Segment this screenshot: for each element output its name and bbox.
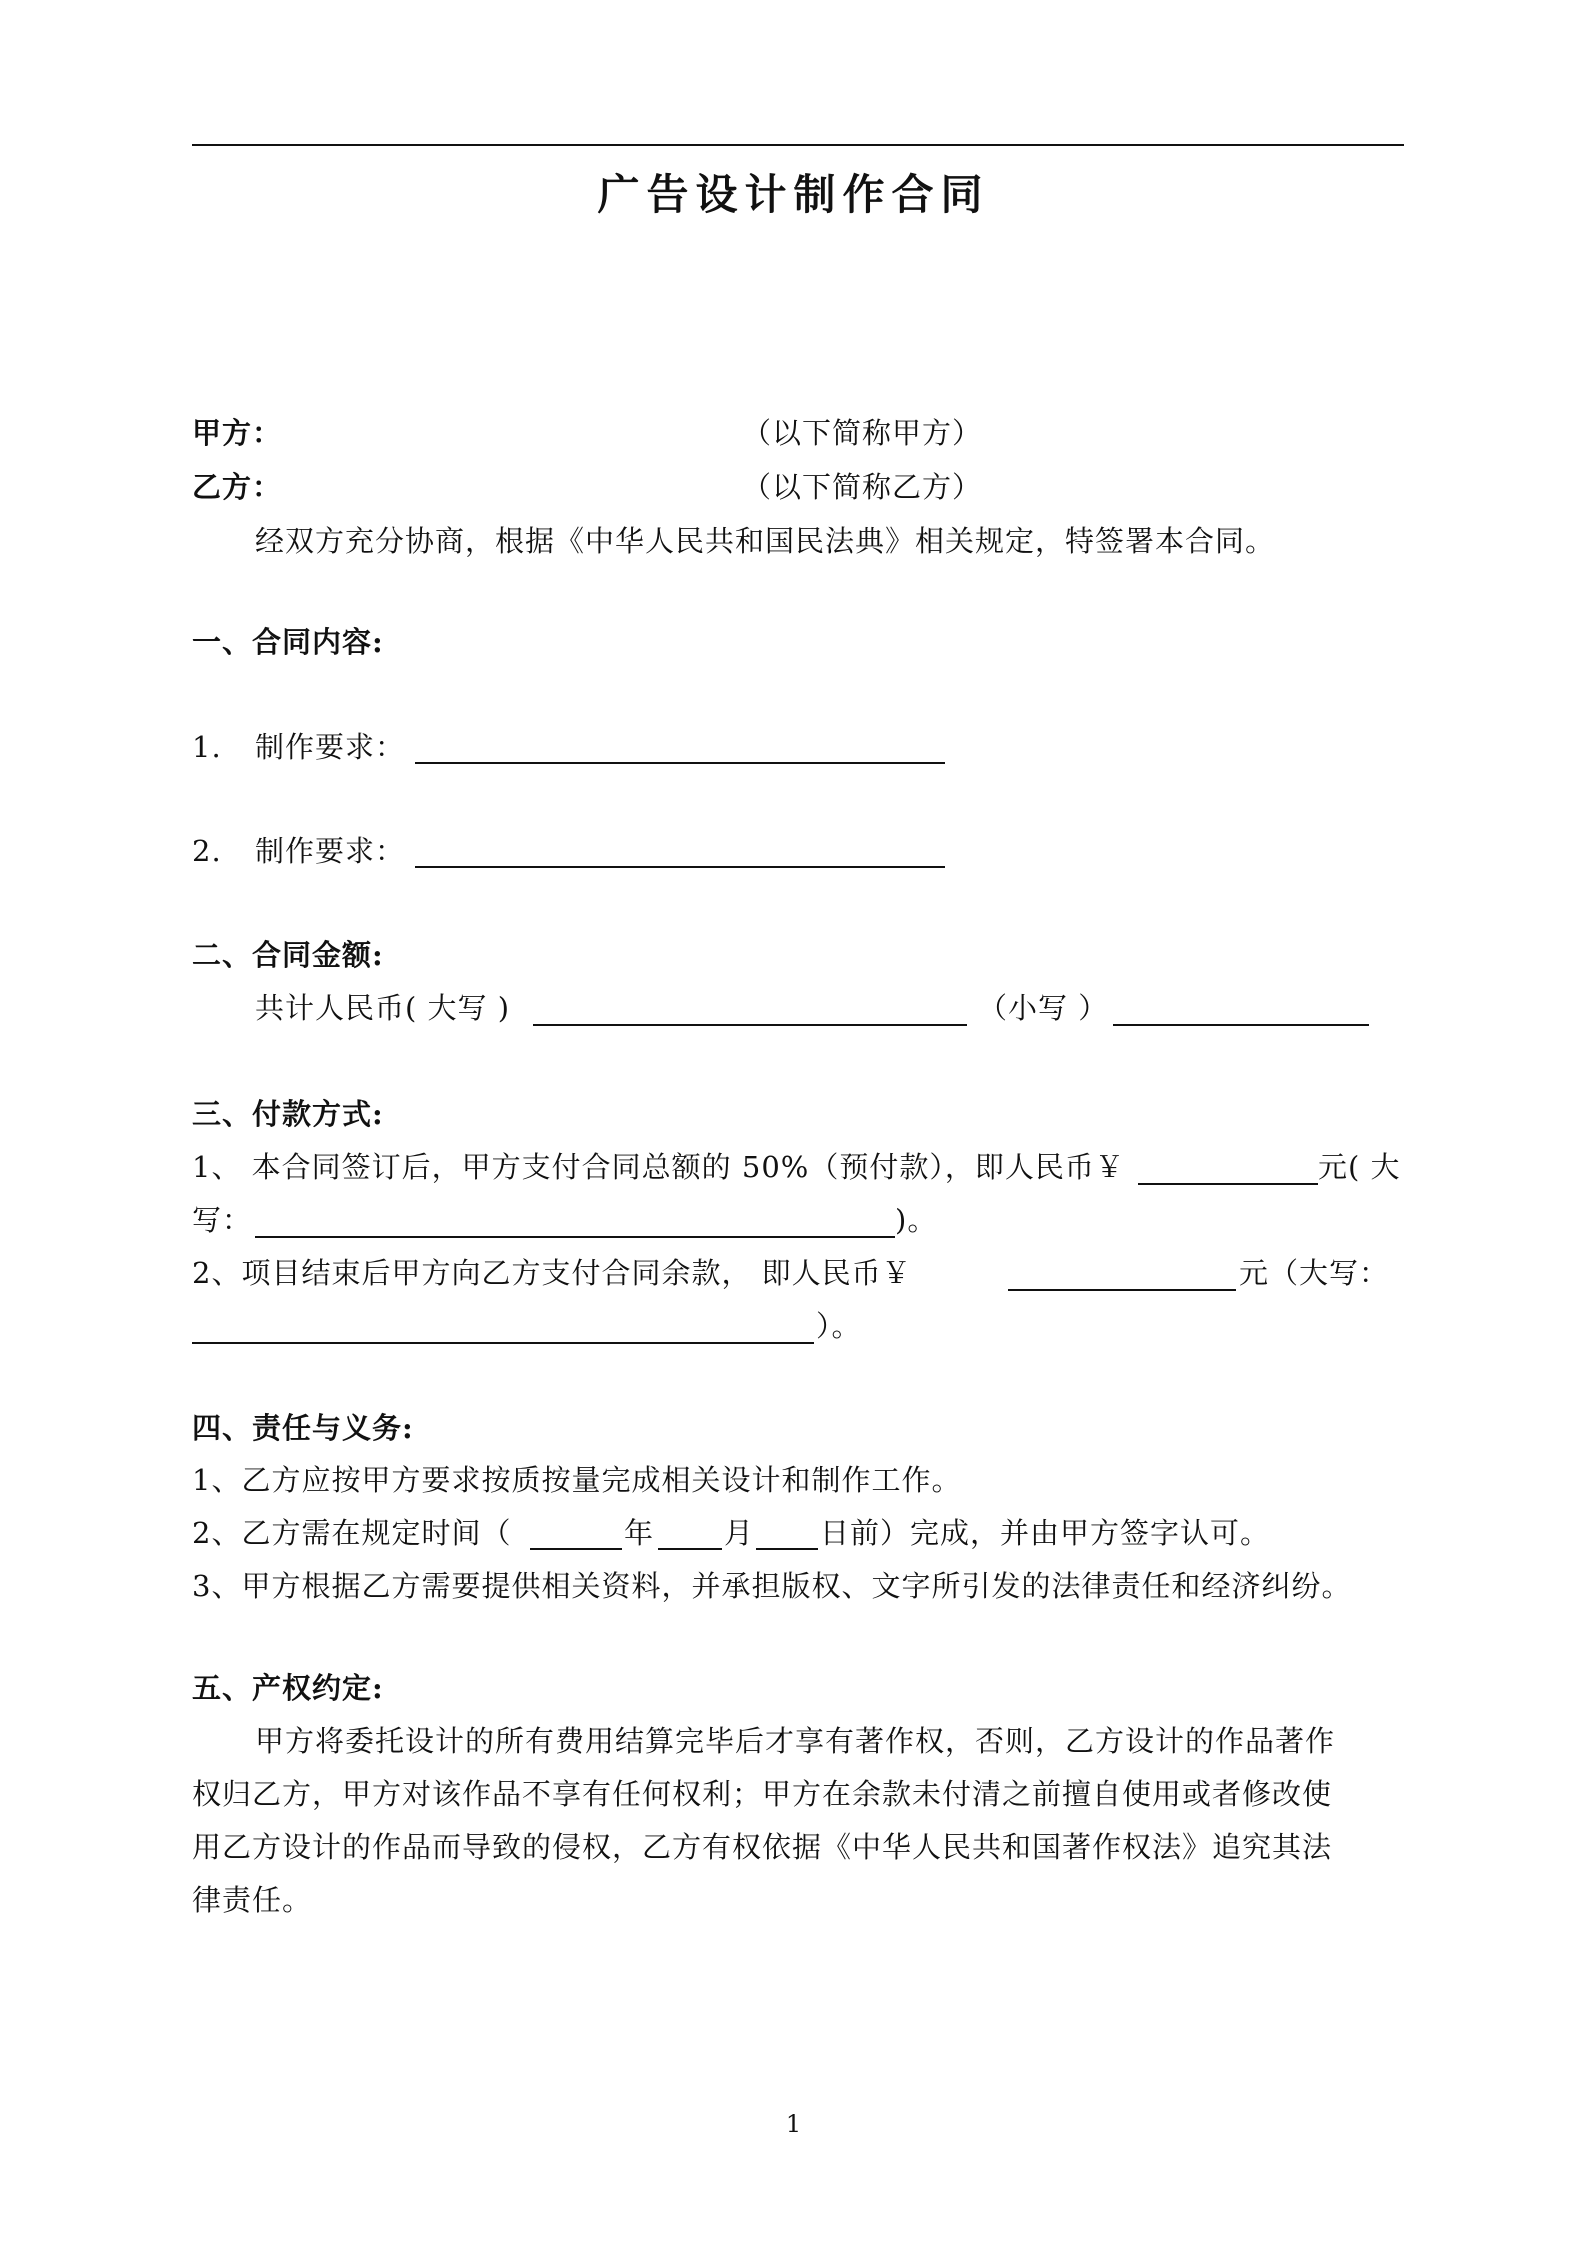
header-rule [192, 144, 1404, 146]
requirement-item-2-label: 制作要求： [255, 834, 406, 868]
payment-1-close: )。 [895, 1203, 938, 1237]
payment-2-amount-blank[interactable] [1008, 1289, 1236, 1291]
party-a-label: 甲方： [192, 416, 283, 450]
ip-line-2: 权归乙方，甲方对该作品不享有任何权利；甲方在余款未付清之前擅自使用或者修改使 [192, 1777, 1333, 1811]
duty-2-month-blank[interactable] [658, 1548, 722, 1550]
duty-2-day: 日前）完成，并由甲方签字认可。 [820, 1516, 1271, 1550]
ip-line-3: 用乙方设计的作品而导致的侵权，乙方有权依据《中华人民共和国著作权法》追究其法 [192, 1830, 1333, 1864]
section2-heading: 二、合同金额: [192, 938, 384, 972]
payment-2-uppercase-blank[interactable] [192, 1342, 814, 1344]
ip-line-4: 律责任。 [192, 1883, 313, 1917]
duty-2-text: 2、乙方需在规定时间（ [192, 1516, 512, 1550]
payment-1-text: 1、 本合同签订后，甲方支付合同总额的 50%（预付款），即人民币￥ [192, 1150, 1125, 1184]
requirement-item-1-num: 1. [192, 730, 222, 764]
party-a-note: （以下简称甲方） [742, 416, 983, 450]
section5-heading: 五、产权约定: [192, 1671, 384, 1705]
payment-2-text: 2、项目结束后甲方向乙方支付合同余款， 即人民币￥ [192, 1256, 912, 1290]
amount-uppercase-blank[interactable] [533, 1024, 967, 1026]
payment-1-uppercase-label: 写： [192, 1203, 253, 1237]
payment-2-unit: 元（大写： [1239, 1256, 1390, 1290]
section3-heading: 三、付款方式: [192, 1097, 384, 1131]
document-title: 广告设计制作合同 [597, 170, 990, 219]
payment-1-uppercase-blank[interactable] [255, 1236, 895, 1238]
requirement-1-blank[interactable] [415, 762, 945, 764]
requirement-item-2-num: 2. [192, 834, 222, 868]
ip-line-1: 甲方将委托设计的所有费用结算完毕后才享有著作权，否则，乙方设计的作品著作 [255, 1724, 1336, 1758]
amount-lowercase-blank[interactable] [1113, 1024, 1369, 1026]
payment-2-close: ）。 [816, 1309, 862, 1343]
payment-1-amount-blank[interactable] [1138, 1183, 1318, 1185]
duty-2-year-blank[interactable] [530, 1548, 622, 1550]
amount-lowercase-label: （小写 ） [978, 991, 1109, 1025]
party-b-note: （以下简称乙方） [742, 470, 983, 504]
duty-3: 3、甲方根据乙方需要提供相关资料，并承担版权、文字所引发的法律责任和经济纠纷。 [192, 1569, 1352, 1603]
section1-heading: 一、合同内容: [192, 625, 384, 659]
duty-2-day-blank[interactable] [756, 1548, 818, 1550]
section4-heading: 四、责任与义务: [192, 1411, 414, 1445]
requirement-item-1-label: 制作要求： [255, 730, 406, 764]
duty-2-month: 月 [724, 1516, 755, 1550]
duty-1: 1、乙方应按甲方要求按质按量完成相关设计和制作工作。 [192, 1463, 962, 1497]
requirement-2-blank[interactable] [415, 866, 945, 868]
intro-paragraph: 经双方充分协商，根据《中华人民共和国民法典》相关规定，特签署本合同。 [255, 524, 1276, 558]
page-number: 1 [785, 2110, 802, 2138]
payment-1-unit: 元( 大 [1318, 1150, 1401, 1184]
duty-2-year: 年 [624, 1516, 655, 1550]
amount-uppercase-label: 共计人民币( 大写 ) [255, 991, 511, 1025]
party-b-label: 乙方： [192, 470, 283, 504]
